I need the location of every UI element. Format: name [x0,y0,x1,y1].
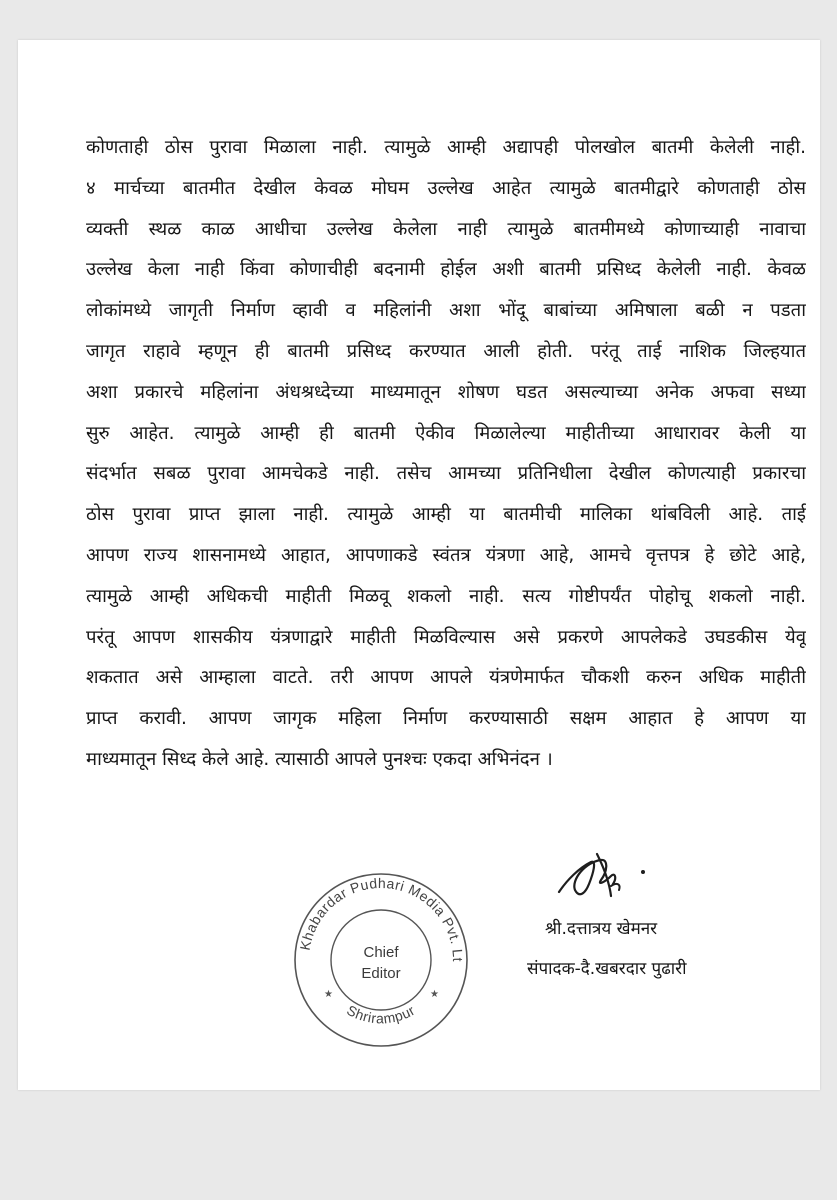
stamp-star-icon: ★ [324,989,333,1000]
stamp-center-line1: Chief [363,944,399,961]
stamp-city-text: Shrirampur [344,1001,418,1027]
stamp-ring-text: Khabardar Pudhari Media Pvt. Lt [296,874,467,963]
letter-line: त्यामुळे आम्ही अधिकची माहीती मिळवू शकलो नाही. सत्य गोष्टीपर्यंत पोहोचू शकलो नाही. [86,585,806,607]
letter-line: शकतात असे आम्हाला वाटते. तरी आपण आपले यंत्रणेमार्फत चौकशी करुन अधिक माहीती [86,667,806,689]
stamp-star-icon: ★ [430,989,439,1000]
letter-line: संदर्भात सबळ पुरावा आमचेकडे नाही. तसेच आमच्या प्रतिनिधीला देखील कोणत्याही प्रकारचा [86,463,806,485]
letter-line: माध्यमातून सिध्द केले आहे. त्यासाठी आपले पुनश्चः एकदा अभिनंदन । [86,748,553,770]
letter-line: ४ मार्चच्या बातमीत देखील केवळ मोघम उल्लेख आहेत त्यामुळे बातमीद्वारे कोणताही ठोस [86,177,806,199]
letter-line: लोकांमध्ये जागृती निर्माण व्हावी व महिलांनी अशा भोंदू बाबांच्या अमिषाला बळी न पडता [86,300,806,322]
stamp-center-line2: Editor [361,965,401,982]
letter-line: परंतू आपण शासकीय यंत्रणाद्वारे माहीती मिळविल्यास असे प्रकरणे आपलेकडे उघडकीस येवू [86,626,806,648]
letter-body [86,128,806,781]
letter-line: आपण राज्य शासनामध्ये आहात, आपणाकडे स्वंतत्र यंत्रणा आहे, आमचे वृत्तपत्र हे छोटे आहे, [86,544,806,566]
letter-line: अशा प्रकारचे महिलांना अंधश्रध्देच्या माध्यमातून शोषण घडत असल्याच्या अनेक अफवा सध्या [86,381,806,403]
letter-line: प्राप्त करावी. आपण जागृक महिला निर्माण करण्यासाठी सक्षम आहात हे आपण या [86,708,806,730]
letter-line: जागृत राहावे म्हणून ही बातमी प्रसिध्द करण्यात आली होती. परंतू ताई नाशिक जिल्हयात [86,340,806,362]
signatory-title: संपादक-दै.खबरदार पुढारी [527,959,687,979]
letter-line: ठोस पुरावा प्राप्त झाला नाही. त्यामुळे आम्ही या बातमीची मालिका थांबविली आहे. ताई [86,504,806,526]
letter-line: उल्लेख केला नाही किंवा कोणाचीही बदनामी होईल अशी बातमी प्रसिध्द केलेली नाही. केवळ [86,259,806,281]
company-stamp [286,865,476,1059]
letter-line: सुरु आहेत. त्यामुळे आम्ही ही बातमी ऐकीव मिळालेल्या माहीतीच्या आधारावर केली या [86,422,806,444]
signature-scribble [549,840,659,910]
letter-line: कोणताही ठोस पुरावा मिळाला नाही. त्यामुळे आम्ही अद्यापही पोलखोल बातमी केलेली नाही. [86,137,806,158]
letter-page [18,40,820,1090]
signatory-name: श्री.दत्तात्रय खेमनर [545,919,658,939]
letter-line: व्यक्ती स्थळ काळ आधीचा उल्लेख केलेला नाही त्यामुळे बातमीमध्ये कोणाच्याही नावाचा [86,218,806,240]
